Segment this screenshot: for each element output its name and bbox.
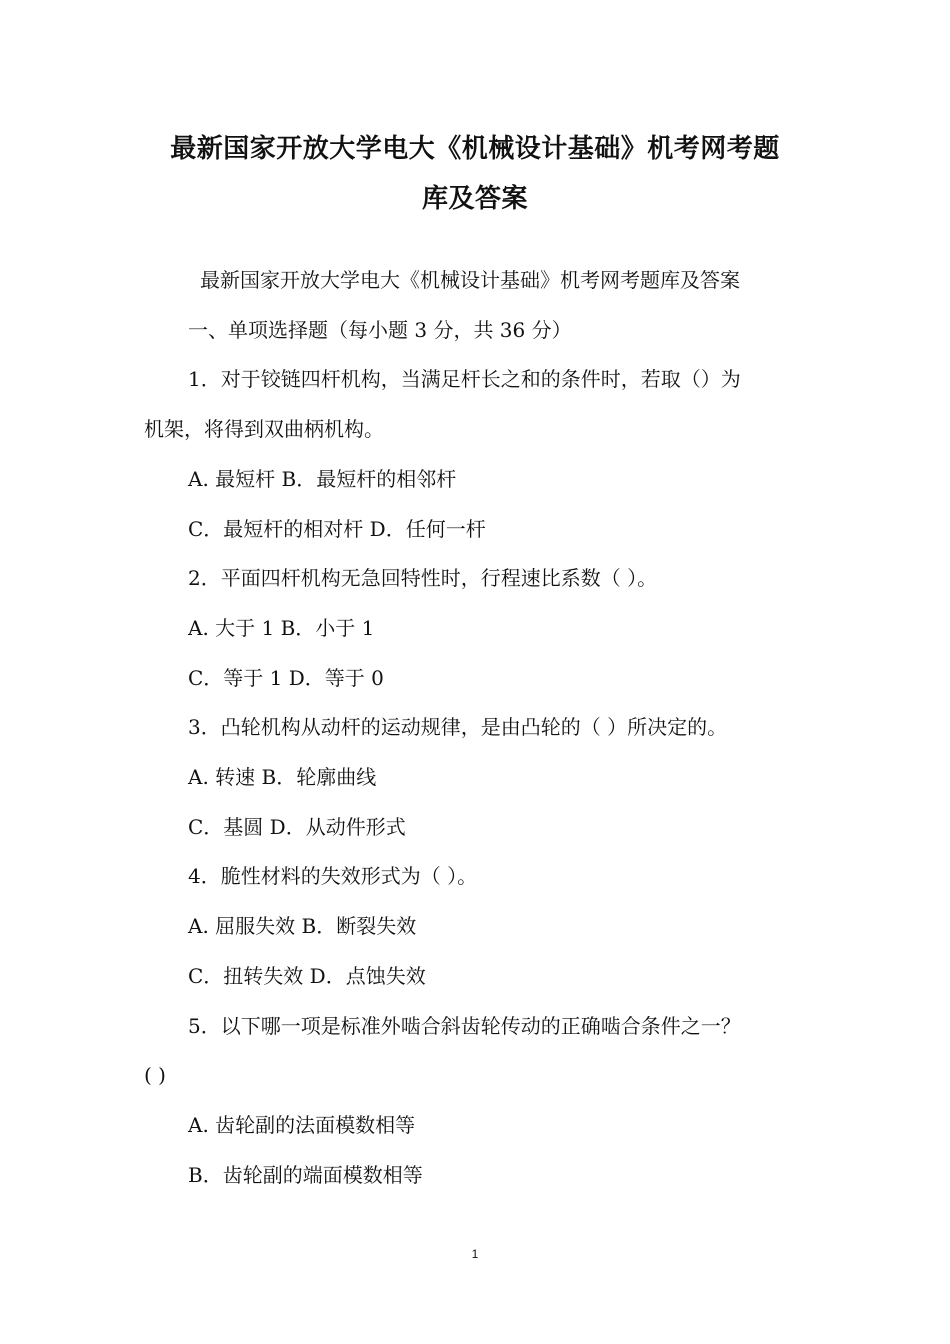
question-5-option-b: B．齿轮副的端面模数相等	[188, 1162, 423, 1187]
question-1-options-ab: A. 最短杆 B．最短杆的相邻杆	[188, 466, 457, 491]
question-3: 3．凸轮机构从动杆的运动规律，是由凸轮的（ ）所决定的。	[188, 715, 728, 740]
question-4: 4．脆性材料的失效形式为（ ）。	[188, 864, 478, 889]
document-title	[120, 124, 830, 224]
document-body	[144, 256, 808, 1200]
question-1: 1．对于铰链四杆机构，当满足杆长之和的条件时，若取（）为	[188, 367, 741, 392]
question-3-options-ab: A. 转速 B．轮廓曲线	[188, 765, 377, 790]
question-1-options-cd: C．最短杆的相对杆 D．任何一杆	[188, 516, 486, 541]
section-heading: 一、单项选择题（每小题 3 分，共 36 分）	[188, 317, 572, 342]
question-5: 5．以下哪一项是标准外啮合斜齿轮传动的正确啮合条件之一？	[188, 1013, 741, 1038]
question-5-option-a: A. 齿轮副的法面模数相等	[188, 1112, 416, 1137]
question-2: 2．平面四杆机构无急回特性时，行程速比系数（ ）。	[188, 566, 658, 591]
question-4-options-ab: A. 屈服失效 B．断裂失效	[188, 914, 417, 939]
question-3-options-cd: C．基圆 D．从动件形式	[188, 814, 406, 839]
title-line-1: 最新国家开放大学电大《机械设计基础》机考网考题	[170, 134, 780, 164]
question-2-options-cd: C．等于 1 D．等于 0	[188, 665, 384, 690]
question-5-continued: ( )	[144, 1063, 166, 1088]
question-2-options-ab: A. 大于 1 B．小于 1	[188, 615, 375, 640]
question-1-continued: 机架，将得到双曲柄机构。	[144, 417, 384, 442]
title-line-2: 库及答案	[421, 184, 528, 214]
intro-paragraph: 最新国家开放大学电大《机械设计基础》机考网考题库及答案	[200, 268, 740, 292]
page-number: 1	[471, 1247, 479, 1261]
question-4-options-cd: C．扭转失效 D．点蚀失效	[188, 963, 426, 988]
